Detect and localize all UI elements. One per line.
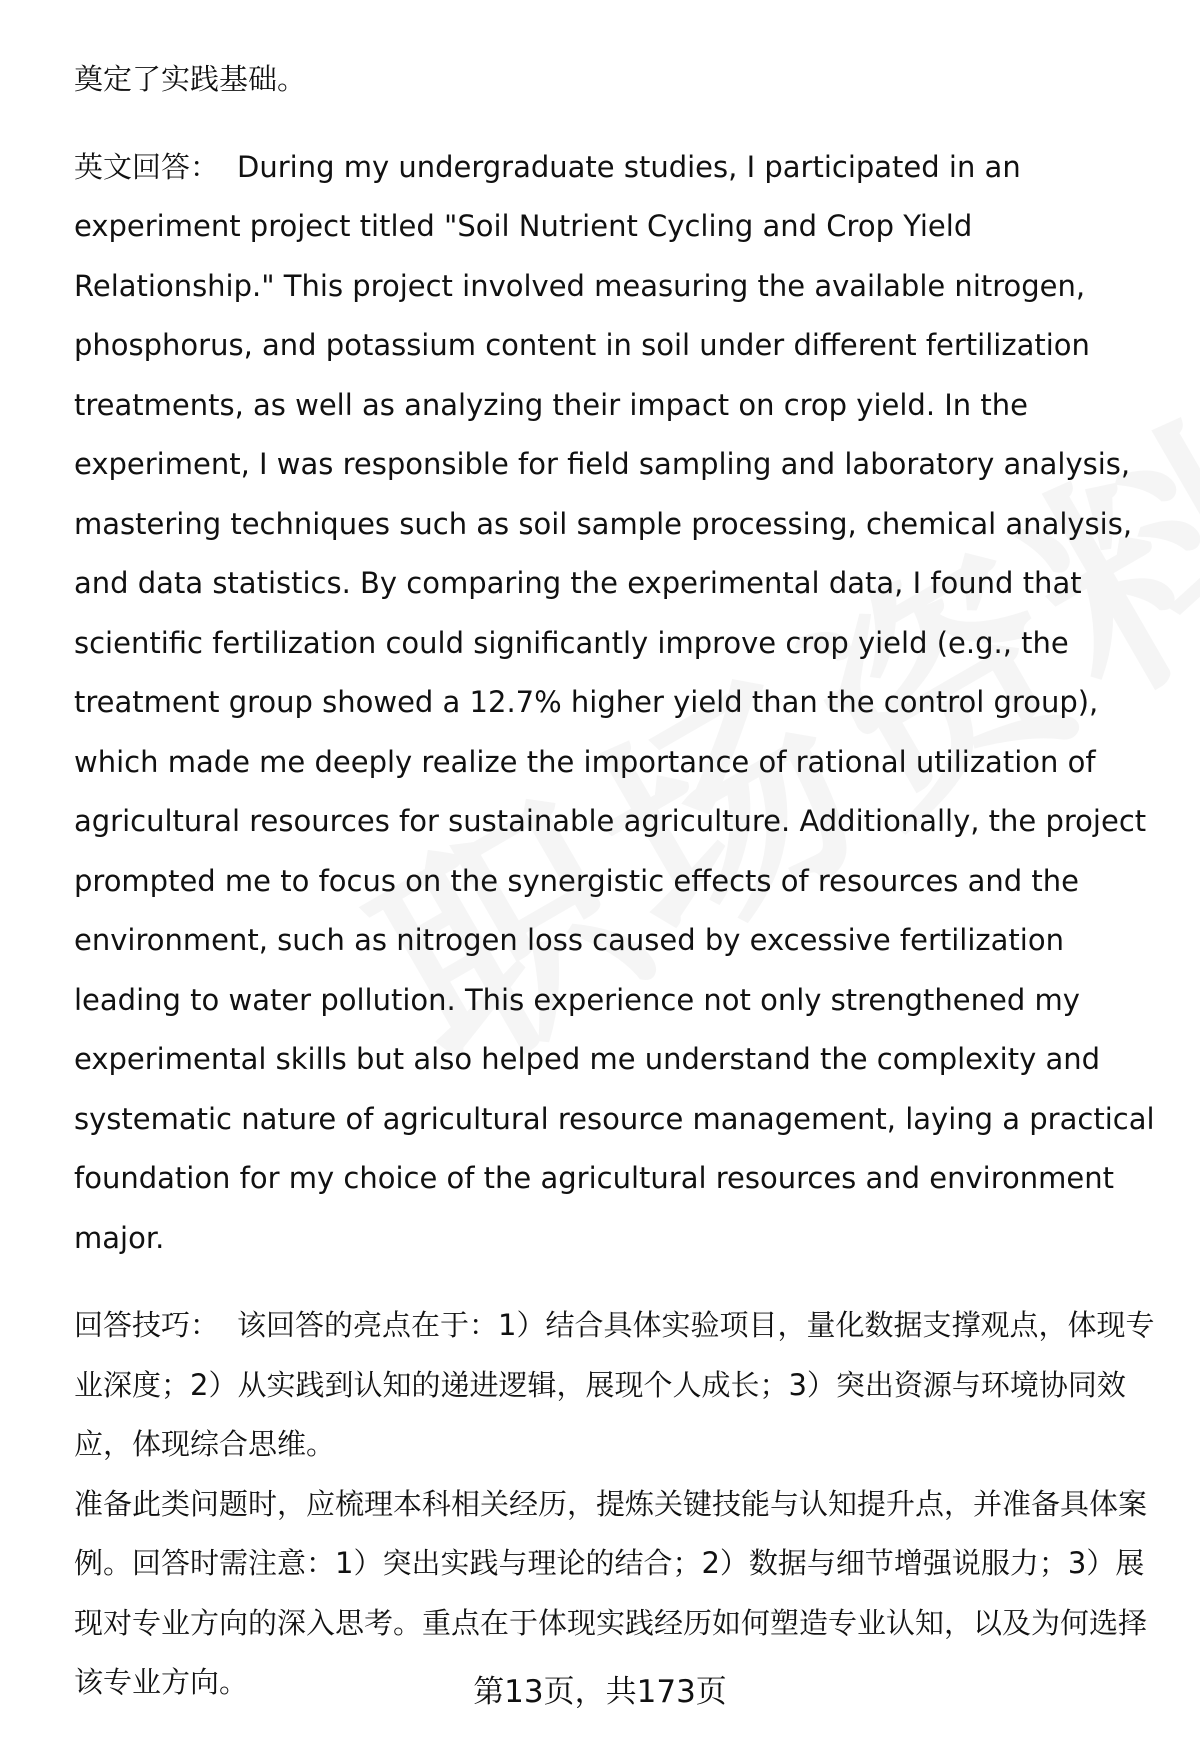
- tips-paragraph: [74, 1296, 1164, 1475]
- page-content: [74, 50, 1164, 1713]
- tips-label: 回答技巧：: [74, 1308, 220, 1342]
- english-answer-label: 英文回答：: [74, 149, 220, 184]
- preparation-paragraph: 准备此类问题时，应梳理本科相关经历，提炼关键技能与认知提升点，并准备具体案例。回答时需注意：1）突出实践与理论的结合；2）数据与细节增强说服力；3）展现对专业方向的深入思考。重点在于体现实践经历如何塑造专业认知，以及为何选择该专业方向。: [74, 1486, 1148, 1699]
- english-answer-text: During my undergraduate studies, I participated in an experiment project titled "Soil Nutrient Cycling and Crop Yield Relationship." This project involved measuring the available nitrogen, phosphorus, and potassium content in soil under different fertilization treatments, as well as analyzing their impact on crop yield. In the experiment, I was responsible for field sampling and laboratory analysis, mastering techniques such as soil sample processing, chemical analysis, and data statistics. By comparing the experimental data, I found that scientific fertilization could significantly improve crop yield (e.g., the treatment group showed a 12.7% higher yield than the control group), which made me deeply realize the importance of rational utilization of agricultural resources for sustainable agriculture. Additionally, the project prompted me to focus on the synergistic effects of resources and the environment, such as nitrogen loss caused by excessive fertilization leading to water pollution. This experience not only strengthened my experimental skills but also helped me understand the complexity and systematic nature of agricultural resource management, laying a practical foundation for my choice of the agricultural resources and environment major.: [74, 149, 1155, 1255]
- tips-text: 该回答的亮点在于：1）结合具体实验项目，量化数据支撑观点，体现专业深度；2）从实践到认知的递进逻辑，展现个人成长；3）突出资源与环境协同效应，体现综合思维。: [74, 1308, 1155, 1461]
- english-answer-paragraph: [74, 138, 1164, 1269]
- page-number-footer: 第13页，共173页: [473, 1674, 727, 1710]
- intro-fragment: 奠定了实践基础。: [74, 62, 307, 96]
